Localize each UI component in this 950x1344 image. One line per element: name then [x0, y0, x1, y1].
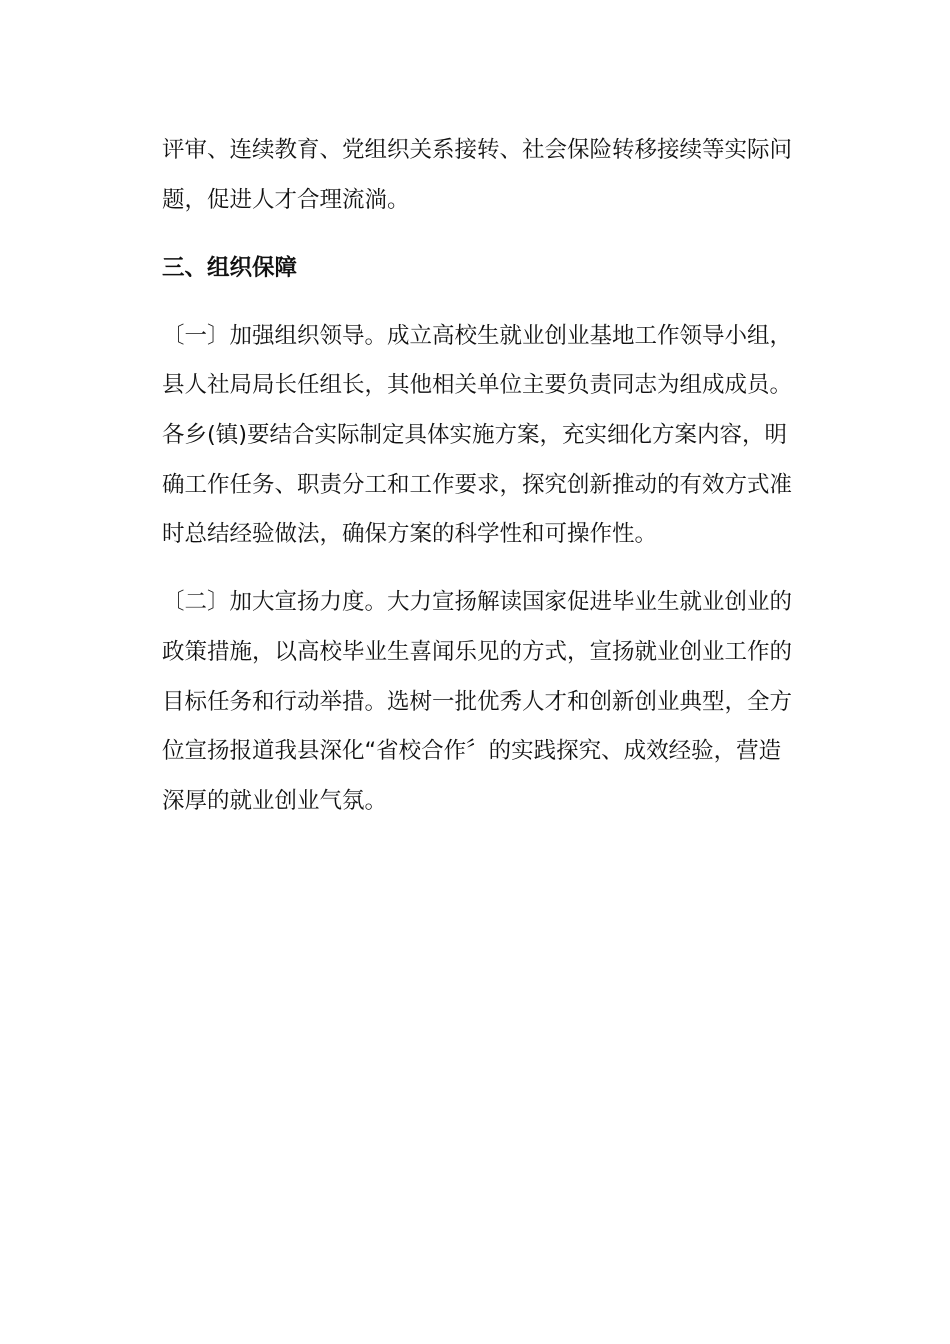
paragraph-1-line-5: 时总结经验做法，确保方案的科学性和可操作性。 — [162, 521, 658, 547]
paragraph-2-line-4: 位宣扬报道我县深化“省校合作〞的实践探究、成效经验，营造 — [162, 738, 782, 764]
paragraph-continued-line-1: 评审、连续教育、党组织关系接转、社会保险转移接续等实际问 — [162, 137, 793, 163]
section-heading: 三、组织保障 — [162, 255, 298, 281]
paragraph-1-line-2: 县人社局局长任组长，其他相关单位主要负责同志为组成成员。 — [162, 372, 793, 398]
paragraph-2-line-1: 〔二〕加大宣扬力度。大力宣扬解读国家促进毕业生就业创业的 — [162, 589, 793, 615]
paragraph-2-line-3: 目标任务和行动举措。选树一批优秀人才和创新创业典型，全方 — [162, 689, 793, 715]
paragraph-continued-line-2: 题，促进人才合理流淌。 — [162, 187, 410, 213]
paragraph-2-line-2: 政策措施，以高校毕业生喜闻乐见的方式，宣扬就业创业工作的 — [162, 639, 793, 665]
paragraph-1-line-4: 确工作任务、职责分工和工作要求，探究创新推动的有效方式准 — [162, 472, 793, 498]
paragraph-2-line-5: 深厚的就业创业气氛。 — [162, 788, 388, 814]
paragraph-1-line-3: 各乡(镇)要结合实际制定具体实施方案，充实细化方案内容，明 — [162, 422, 788, 448]
paragraph-1-line-1: 〔一〕加强组织领导。成立高校生就业创业基地工作领导小组， — [162, 323, 793, 349]
